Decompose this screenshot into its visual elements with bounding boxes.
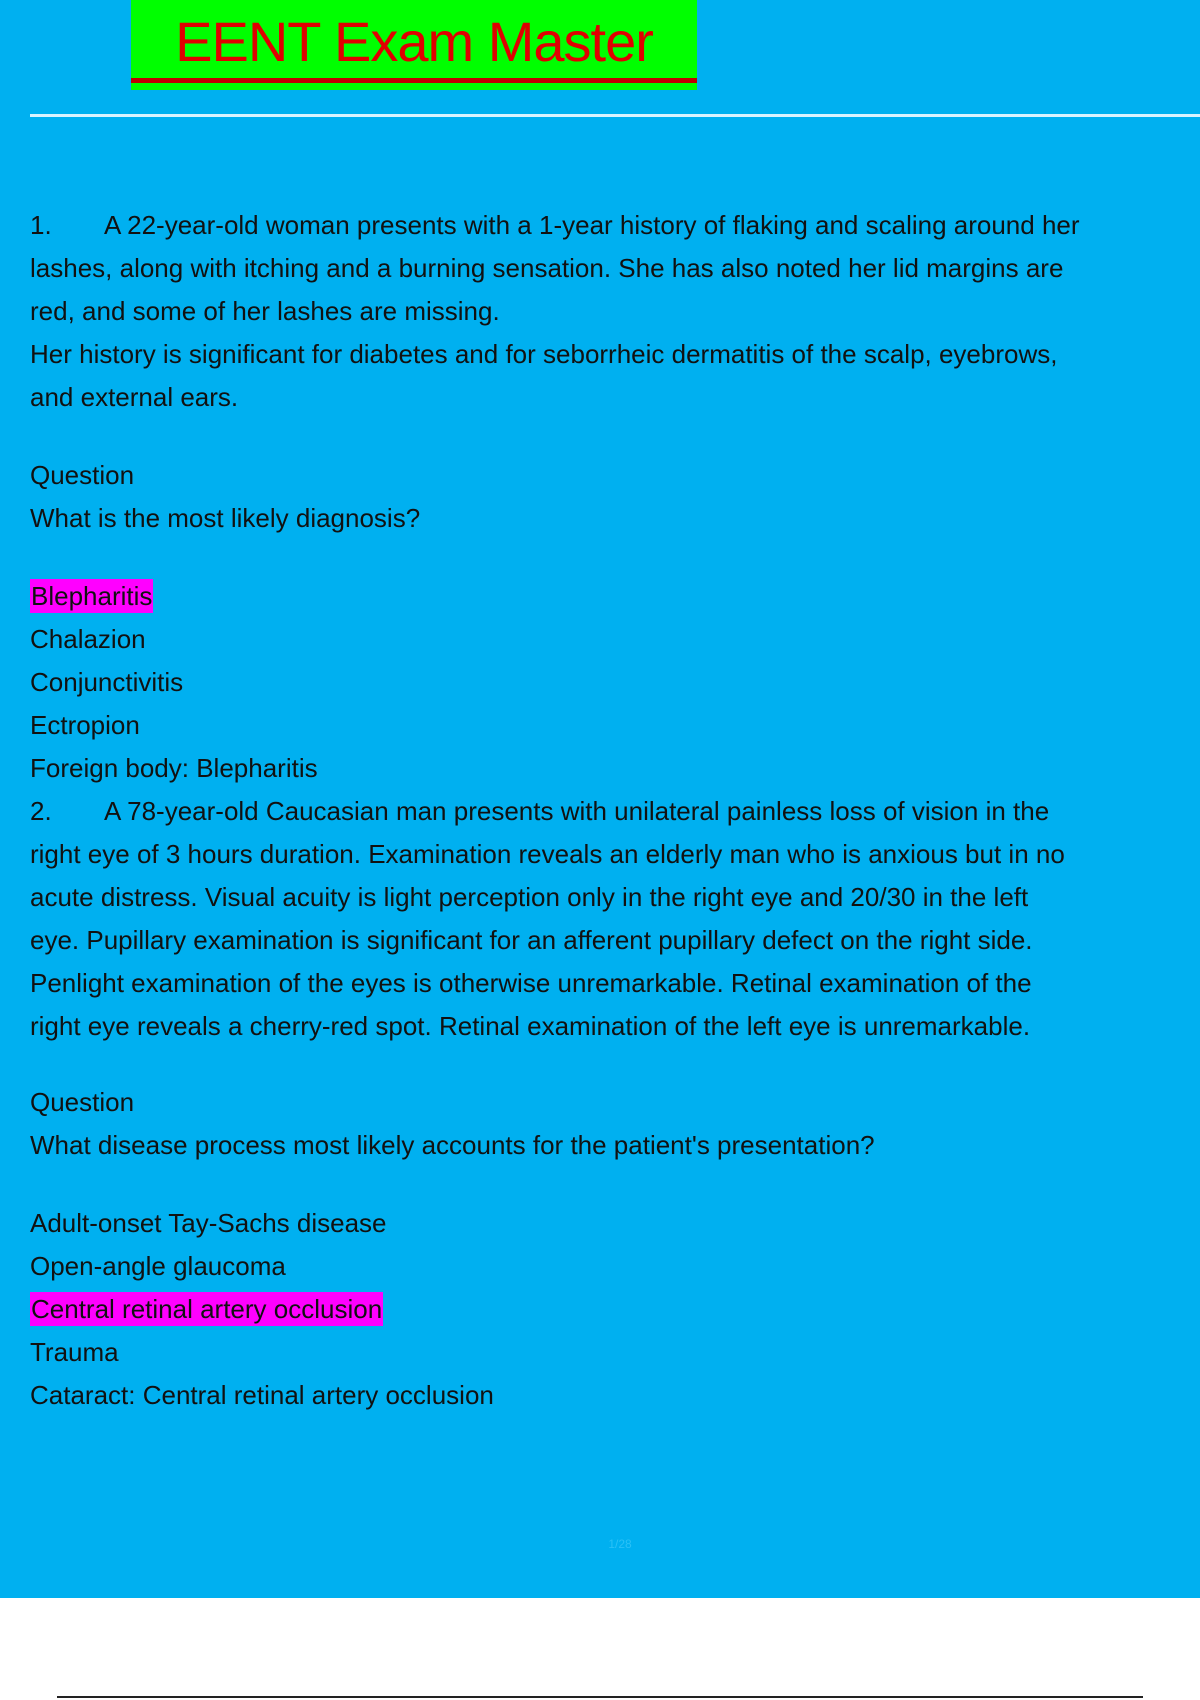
question-content <box>30 204 1200 1417</box>
question-2-stem-text-1: A 78-year-old Caucasian man presents with unilateral painless loss of vision in the <box>104 796 1050 826</box>
spacer <box>30 1167 1200 1202</box>
question-2-stem-line-1 <box>30 790 1200 833</box>
question-2-label: Question <box>30 1087 135 1117</box>
question-2-stem-line-5: Penlight examination of the eyes is otherwise unremarkable. Retinal examination of the <box>30 968 1032 998</box>
page-title: EENT Exam Master <box>175 10 653 73</box>
spacer <box>30 419 1200 454</box>
question-2-stem-line-6: right eye reveals a cherry-red spot. Retinal examination of the left eye is unremarkable. <box>30 1011 1031 1041</box>
question-1-option-5: Foreign body: Blepharitis <box>30 753 318 783</box>
question-1-stem-line-5: and external ears. <box>30 382 239 412</box>
question-2-option-3 <box>30 1288 1200 1331</box>
question-1-stem-text-1: A 22-year-old woman presents with a 1-year history of flaking and scaling around her <box>104 210 1080 240</box>
page-number: 1/28 <box>608 1537 632 1551</box>
question-2-option-1: Adult-onset Tay-Sachs disease <box>30 1208 387 1238</box>
question-2-option-2: Open-angle glaucoma <box>30 1251 286 1281</box>
question-1-stem-line-1 <box>30 204 1200 247</box>
question-1 <box>30 204 1200 790</box>
question-2 <box>30 790 1200 1417</box>
question-2-option-4: Trauma <box>30 1337 119 1367</box>
question-1-stem-line-2: lashes, along with itching and a burning sensation. She has also noted her lid margins are <box>30 253 1064 283</box>
question-1-option-4: Ectropion <box>30 710 140 740</box>
question-1-option-2: Chalazion <box>30 624 146 654</box>
footer-divider <box>57 1696 1143 1698</box>
header-divider <box>30 114 1200 117</box>
question-1-label: Question <box>30 460 135 490</box>
question-2-answer-highlight: Central retinal artery occlusion <box>31 1294 383 1324</box>
question-2-stem-line-4: eye. Pupillary examination is significant for an afferent pupillary defect on the right side. <box>30 925 1033 955</box>
spacer <box>30 1048 1200 1081</box>
question-1-text: What is the most likely diagnosis? <box>30 503 421 533</box>
question-1-stem-line-3: red, and some of her lashes are missing. <box>30 296 500 326</box>
question-2-number: 2. <box>30 796 52 826</box>
question-1-number: 1. <box>30 210 52 240</box>
question-2-stem-line-2: right eye of 3 hours duration. Examination reveals an elderly man who is anxious but in no <box>30 839 1065 869</box>
question-2-stem-line-3: acute distress. Visual acuity is light perception only in the right eye and 20/30 in the left <box>30 882 1029 912</box>
spacer <box>30 540 1200 575</box>
question-1-option-1 <box>30 575 1200 618</box>
question-2-option-5: Cataract: Central retinal artery occlusion <box>30 1380 494 1410</box>
question-1-option-3: Conjunctivitis <box>30 667 184 697</box>
title-banner <box>131 0 697 90</box>
question-1-answer-highlight: Blepharitis <box>31 581 153 611</box>
question-1-stem-line-4: Her history is significant for diabetes and for seborrheic dermatitis of the scalp, eyebrows, <box>30 339 1058 369</box>
title-underline <box>131 78 697 83</box>
question-2-text: What disease process most likely accounts for the patient's presentation? <box>30 1130 875 1160</box>
